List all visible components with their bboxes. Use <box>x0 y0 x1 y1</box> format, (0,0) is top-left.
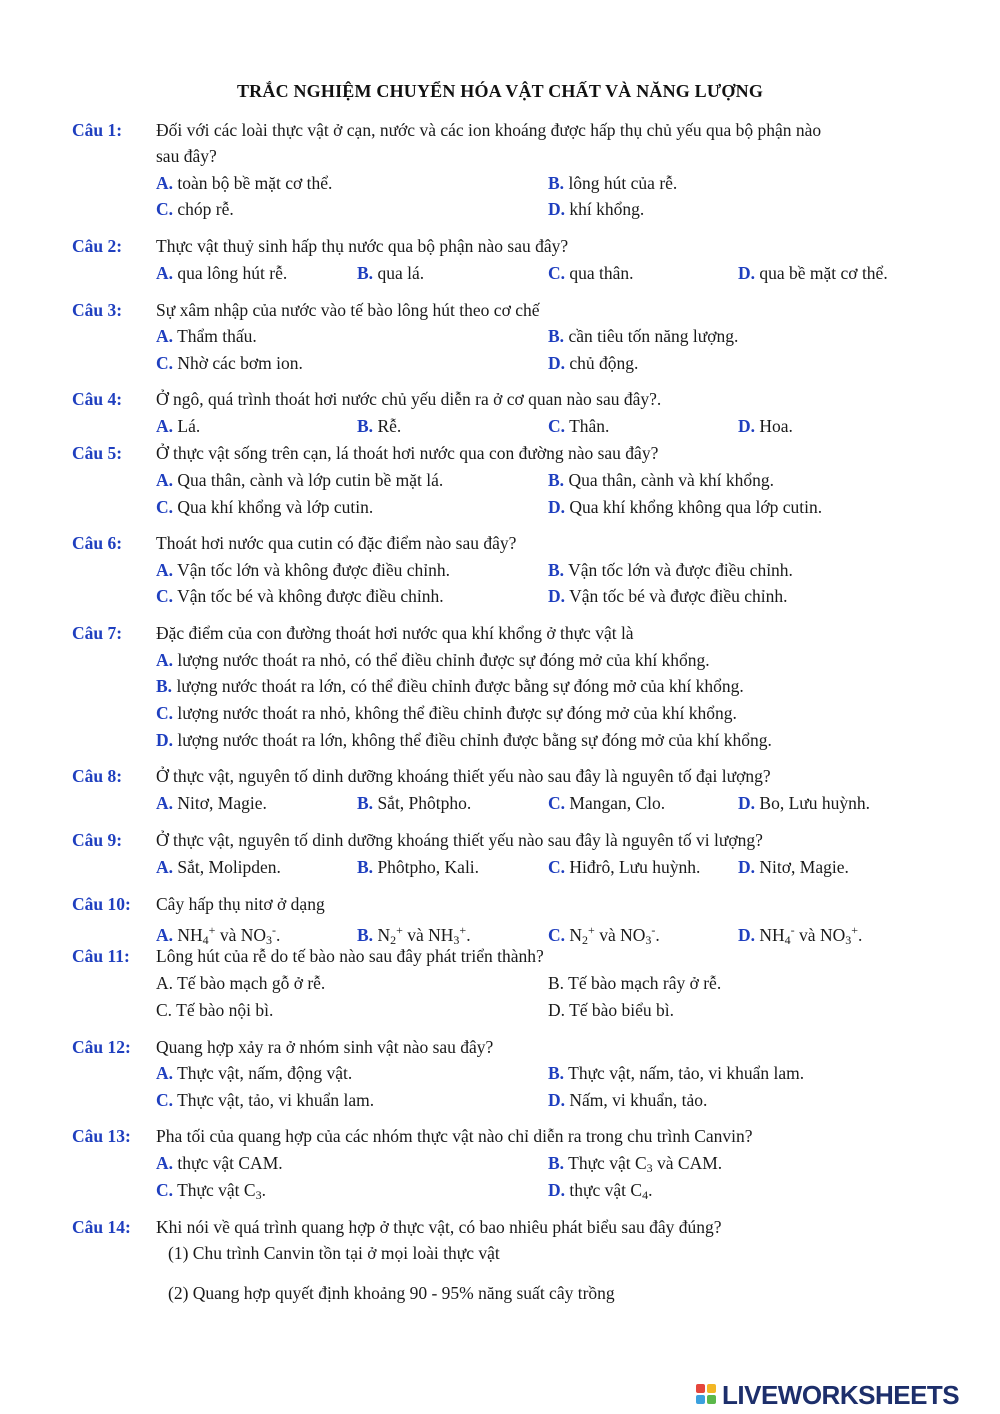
option-b[interactable]: B. lượng nước thoát ra lớn, có thể điều chỉnh được bằng sự đóng mở của khí khổng. <box>156 676 744 696</box>
question-text: Đối với các loài thực vật ở cạn, nước và các ion khoáng được hấp thụ chủ yếu qua bộ phận nào <box>156 120 822 140</box>
option-c[interactable]: C. chóp rễ. <box>156 199 234 219</box>
option-b[interactable]: B. cần tiêu tốn năng lượng. <box>548 326 739 346</box>
question-label: Câu 1: <box>72 120 123 140</box>
option-c[interactable]: C. Thân. <box>548 416 610 436</box>
option-b[interactable]: B. lông hút của rễ. <box>548 173 678 193</box>
question-label: Câu 2: <box>72 236 123 256</box>
option-text: Thực vật $C_3$. <box>177 1180 266 1202</box>
page-title: TRẮC NGHIỆM CHUYỂN HÓA VẬT CHẤT VÀ NĂNG LƯỢNG <box>236 81 764 101</box>
option-a[interactable]: A. Thẩm thấu. <box>156 326 257 346</box>
statement: (2) Quang hợp quyết định khoảng 90 - 95% năng suất cây trồng <box>168 1283 615 1303</box>
option-c[interactable]: C. qua thân. <box>548 263 634 283</box>
option-text: thực vật $C_4$. <box>569 1180 653 1202</box>
option-a[interactable]: A. Vận tốc lớn và không được điều chỉnh. <box>156 560 451 580</box>
option-d[interactable]: D. qua bề mặt cơ thể. <box>738 263 888 283</box>
option-text: $NH_4^+$ và $NO_3^-$. <box>177 923 281 947</box>
option-text: $N_2^+$ và $NH_3^+$. <box>377 923 471 947</box>
option-d[interactable]: D. Hoa. <box>738 416 793 436</box>
question-text: Đặc điểm của con đường thoát hơi nước qua khí khổng ở thực vật là <box>156 623 634 643</box>
option-d[interactable]: D. lượng nước thoát ra lớn, không thể điều chỉnh được bằng sự đóng mở của khí khổng. <box>156 730 772 750</box>
option-b[interactable]: B. Thực vật, nấm, tảo, vi khuẩn lam. <box>548 1063 805 1083</box>
question-text: Khi nói về quá trình quang hợp ở thực vật, có bao nhiêu phát biểu sau đây đúng? <box>156 1217 722 1237</box>
option-b[interactable]: B. Tế bào mạch rây ở rễ. <box>548 973 722 993</box>
question-label: Câu 7: <box>72 623 123 643</box>
option-c[interactable]: C. Thực vật $C_3$. <box>156 1180 266 1202</box>
question-text: Quang hợp xảy ra ở nhóm sinh vật nào sau đây? <box>156 1037 494 1057</box>
option-d[interactable]: D. Nấm, vi khuẩn, tảo. <box>548 1090 708 1110</box>
option-b[interactable]: B. Rễ. <box>357 416 402 436</box>
option-a[interactable]: A. toàn bộ bề mặt cơ thể. <box>156 173 333 193</box>
question-label: Câu 6: <box>72 533 123 553</box>
option-d[interactable]: D. Bo, Lưu huỳnh. <box>738 793 870 813</box>
option-a[interactable]: A. Sắt, Molipden. <box>156 857 281 877</box>
question-label: Câu 10: <box>72 894 131 914</box>
question-label: Câu 11: <box>72 946 130 966</box>
option-b[interactable]: B. $N_2^+$ và $NH_3^+$. <box>357 923 471 947</box>
option-b[interactable]: B. Sắt, Phôtpho. <box>357 793 472 813</box>
option-c[interactable]: C. Mangan, Clo. <box>548 793 666 813</box>
question-text: Ở ngô, quá trình thoát hơi nước chủ yếu diễn ra ở cơ quan nào sau đây?. <box>156 389 662 409</box>
option-c[interactable]: C. Nhờ các bơm ion. <box>156 353 303 373</box>
option-d[interactable]: D. Tế bào biểu bì. <box>548 1000 675 1020</box>
brand-name: LIVEWORKSHEETS <box>722 1379 960 1410</box>
question-text: Thực vật thuỷ sinh hấp thụ nước qua bộ phận nào sau đây? <box>156 236 569 256</box>
option-c[interactable]: C. lượng nước thoát ra nhỏ, không thể điều chỉnh được sự đóng mở của khí khổng. <box>156 703 737 723</box>
option-d[interactable]: D. $NH_4^-$ và $NO_3^+$. <box>738 923 863 947</box>
option-c[interactable]: C. Vận tốc bé và không được điều chỉnh. <box>156 586 444 606</box>
option-b[interactable]: B. Phôtpho, Kali. <box>357 857 480 877</box>
option-b[interactable]: B. Qua thân, cành và khí khổng. <box>548 470 775 490</box>
question-label: Câu 4: <box>72 389 123 409</box>
option-a[interactable]: A. qua lông hút rễ. <box>156 263 288 283</box>
option-d[interactable]: D. thực vật $C_4$. <box>548 1180 653 1202</box>
question-text: Ở thực vật, nguyên tố dinh dưỡng khoáng thiết yếu nào sau đây là nguyên tố đại lượng? <box>156 766 771 786</box>
option-d[interactable]: D. Nitơ, Magie. <box>738 857 849 877</box>
option-a[interactable]: A. Lá. <box>156 416 201 436</box>
question-label: Câu 5: <box>72 443 123 463</box>
option-b[interactable]: B. qua lá. <box>357 263 425 283</box>
option-text: Thực vật $C_3$ và CAM. <box>568 1153 723 1175</box>
option-a[interactable]: A. Tế bào mạch gỗ ở rễ. <box>156 973 326 993</box>
option-a[interactable]: A. Qua thân, cành và lớp cutin bề mặt lá. <box>156 470 444 490</box>
option-c[interactable]: C. Qua khí khổng và lớp cutin. <box>156 497 374 517</box>
option-a[interactable]: A. thực vật CAM. <box>156 1153 283 1173</box>
option-a[interactable]: A. $NH_4^+$ và $NO_3^-$. <box>156 923 281 947</box>
question-text: Cây hấp thụ nitơ ở dạng <box>156 894 325 914</box>
question-label: Câu 8: <box>72 766 123 786</box>
question-text: Thoát hơi nước qua cutin có đặc điểm nào sau đây? <box>156 533 517 553</box>
option-c[interactable]: C. Thực vật, tảo, vi khuẩn lam. <box>156 1090 375 1110</box>
option-d[interactable]: D. Vận tốc bé và được điều chỉnh. <box>548 586 788 606</box>
option-d[interactable]: D. khí khổng. <box>548 199 645 219</box>
question-label: Câu 13: <box>72 1126 131 1146</box>
option-b[interactable]: B. Vận tốc lớn và được điều chỉnh. <box>548 560 793 580</box>
liveworksheets-logo-icon <box>696 1384 718 1406</box>
question-text: Ở thực vật, nguyên tố dinh dưỡng khoáng thiết yếu nào sau đây là nguyên tố vi lượng? <box>156 830 763 850</box>
option-d[interactable]: D. chủ động. <box>548 353 639 373</box>
question-label: Câu 14: <box>72 1217 131 1237</box>
question-text: Ở thực vật sống trên cạn, lá thoát hơi nước qua con đường nào sau đây? <box>156 443 659 463</box>
statement: (1) Chu trình Canvin tồn tại ở mọi loài thực vật <box>168 1243 500 1263</box>
option-a[interactable]: A. lượng nước thoát ra nhỏ, có thể điều chỉnh được sự đóng mở của khí khổng. <box>156 650 710 670</box>
question-label: Câu 3: <box>72 300 123 320</box>
option-c[interactable]: C. Hiđrô, Lưu huỳnh. <box>548 857 701 877</box>
option-text: $NH_4^-$ và $NO_3^+$. <box>759 923 863 947</box>
option-c[interactable]: C. $N_2^+$ và $NO_3^-$. <box>548 923 660 947</box>
option-text: $N_2^+$ và $NO_3^-$. <box>569 923 660 947</box>
question-text-continued: sau đây? <box>156 146 217 166</box>
liveworksheets-brand[interactable] <box>696 1380 992 1410</box>
option-b[interactable]: B. Thực vật $C_3$ và CAM. <box>548 1153 723 1175</box>
question-label: Câu 12: <box>72 1037 131 1057</box>
question-label: Câu 9: <box>72 830 123 850</box>
option-c[interactable]: C. Tế bào nội bì. <box>156 1000 274 1020</box>
question-text: Sự xâm nhập của nước vào tế bào lông hút theo cơ chế <box>156 300 540 320</box>
option-a[interactable]: A. Nitơ, Magie. <box>156 793 267 813</box>
question-text: Pha tối của quang hợp của các nhóm thực vật nào chỉ diễn ra trong chu trình Canvin? <box>156 1126 753 1146</box>
option-d[interactable]: D. Qua khí khổng không qua lớp cutin. <box>548 497 823 517</box>
question-text: Lông hút của rễ do tế bào nào sau đây phát triển thành? <box>156 946 544 966</box>
option-a[interactable]: A. Thực vật, nấm, động vật. <box>156 1063 353 1083</box>
